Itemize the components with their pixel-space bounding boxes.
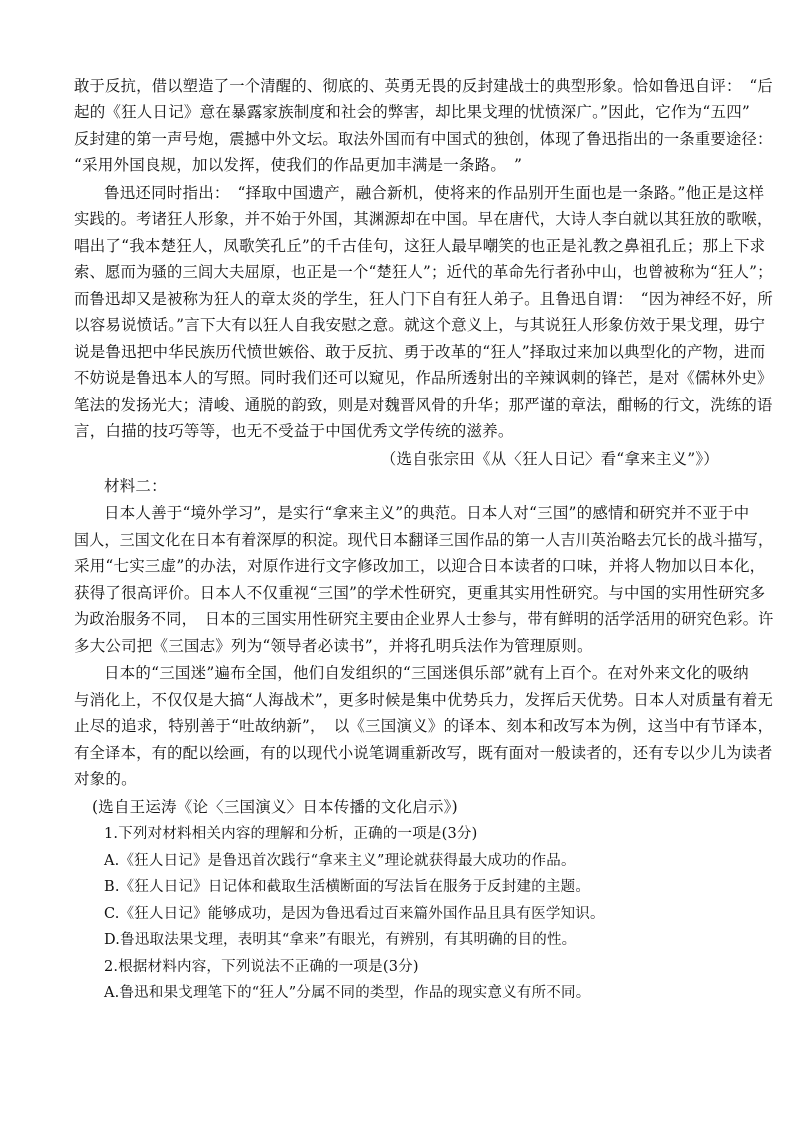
text-line: 唱出了“我本楚狂人，凤歌笑孔丘”的千古佳句，这狂人最早嘲笑的也正是礼教之鼻祖孔丘；那上下求: [74, 237, 766, 255]
text-line: 对象的。: [74, 770, 137, 788]
material-2-label: 材料二：: [104, 477, 167, 495]
text-line: 有全译本，有的配以绘画，有的以现代小说笔调重新改写，既有面对一般读者的，还有专以少儿为读者: [74, 744, 773, 762]
text-line: 为政治服务不同， 日本的三国实用性研究主要由企业界人士参与，带有鲜明的活学活用的研究色彩。许: [74, 610, 774, 628]
text-line: 获得了很高评价。日本人不仅重视“三国”的学术性研究，更重其实用性研究。与中国的实用性研究多: [74, 584, 766, 602]
text-line: 多大公司把《三国志》列为“领导者必读书”，并将孔明兵法作为管理原则。: [74, 637, 593, 655]
text-line: 而鲁迅却又是被称为狂人的章太炎的学生，狂人门下自有狂人弟子。且鲁迅自谓： “因为神经不好，所: [74, 290, 773, 308]
question-stem: 2.根据材料内容，下列说法不正确的一项是(3分): [104, 959, 419, 975]
option-c: C.《狂人日记》能够成功，是因为鲁迅看过百来篇外国作品且具有医学知识。: [104, 906, 605, 922]
text-line: 与消化上，不仅仅是大搞“人海战术”，更多时候是集中优势兵力，发挥后天优势。日本人对质量有着无: [74, 691, 774, 709]
text-line: 日本人善于“境外学习”，是实行“拿来主义”的典范。日本人对“三国”的感情和研究并不亚于中: [104, 504, 750, 522]
source-citation-1: （选自张宗田《从〈狂人日记〉看“拿来主义”》）: [380, 450, 719, 468]
text-line: 敢于反抗，借以塑造了一个清醒的、彻底的、英勇无畏的反封建战士的典型形象。恰如鲁迅自评： “后: [74, 77, 773, 95]
text-line: 笔法的发扬光大；清峻、通脱的韵致，则是对魏晋风骨的升华；那严谨的章法，酣畅的行文，洗练的语: [74, 396, 773, 414]
text-line: 不妨说是鲁迅本人的写照。同时我们还可以窥见，作品所透射出的辛辣讽刺的锋芒，是对《儒林外史》: [74, 369, 773, 387]
text-line: 言，白描的技巧等等，也无不受益于中国优秀文学传统的滋养。: [74, 422, 514, 440]
option-a: A.鲁迅和果戈理笔下的“狂人”分属不同的类型，作品的现实意义有所不同。: [104, 985, 591, 1001]
text-line: 起的《狂人日记》意在暴露家族制度和社会的弊害，却比果戈理的忧愤深广。”因此，它作为“五四”: [74, 103, 751, 121]
text-line: “采用外国良规，加以发挥，使我们的作品更加丰满是一条路。 ”: [74, 156, 523, 174]
option-b: B.《狂人日记》日记体和截取生活横断面的写法旨在服务于反封建的主题。: [104, 879, 591, 895]
text-line: 实践的。考诸狂人形象，并不始于外国，其渊源却在中国。早在唐代，大诗人李白就以其狂放的歌喉，: [74, 210, 773, 228]
text-line: 反封建的第一声号炮，震撼中外文坛。取法外国而有中国式的独创，体现了鲁迅指出的一条重要途径：: [74, 130, 773, 148]
text-line: 以容易说愤话。”言下大有以狂人自我安慰之意。就这个意义上，与其说狂人形象仿效于果戈理，毋宁: [74, 316, 766, 334]
option-a: A.《狂人日记》是鲁迅首次践行“拿来主义”理论就获得最大成功的作品。: [104, 853, 576, 869]
question-stem: 1.下列对材料相关内容的理解和分析，正确的一项是(3分): [104, 826, 478, 842]
text-line: 索、愿而为骚的三闾大夫屈原，也正是一个“楚狂人”；近代的革命先行者孙中山，也曾被称为“狂人”；: [74, 263, 773, 281]
source-citation-2: (选自王运涛《论〈三国演义〉日本传播的文化启示》): [92, 798, 458, 816]
text-line: 日本的“三国迷”遍布全国，他们自发组织的“三国迷俱乐部”就有上百个。在对外来文化的吸纳: [104, 664, 749, 682]
text-line: 国人，三国文化在日本有着深厚的积淀。现代日本翻译三国作品的第一人吉川英治略去冗长的战斗描写，: [74, 531, 774, 549]
text-line: 说是鲁迅把中华民族历代愤世嫉俗、敢于反抗、勇于改革的“狂人”择取过来加以典型化的产物，进而: [74, 343, 766, 361]
text-line: 止尽的追求，特别善于“吐故纳新”， 以《三国演义》的译本、刻本和改写本为例，这当中有节译本，: [74, 717, 774, 735]
text-line: 鲁迅还同时指出： “择取中国遗产，融合新机，使将来的作品别开生面也是一条路。”他正是这样: [104, 184, 765, 202]
text-line: 采用“七实三虚”的办法，对原作进行文字修改加工，以迎合日本读者的口味，并将人物加以日本化，: [74, 557, 766, 575]
option-d: D.鲁迅取法果戈理，表明其“拿来”有眼光，有辨别，有其明确的目的性。: [104, 932, 577, 948]
